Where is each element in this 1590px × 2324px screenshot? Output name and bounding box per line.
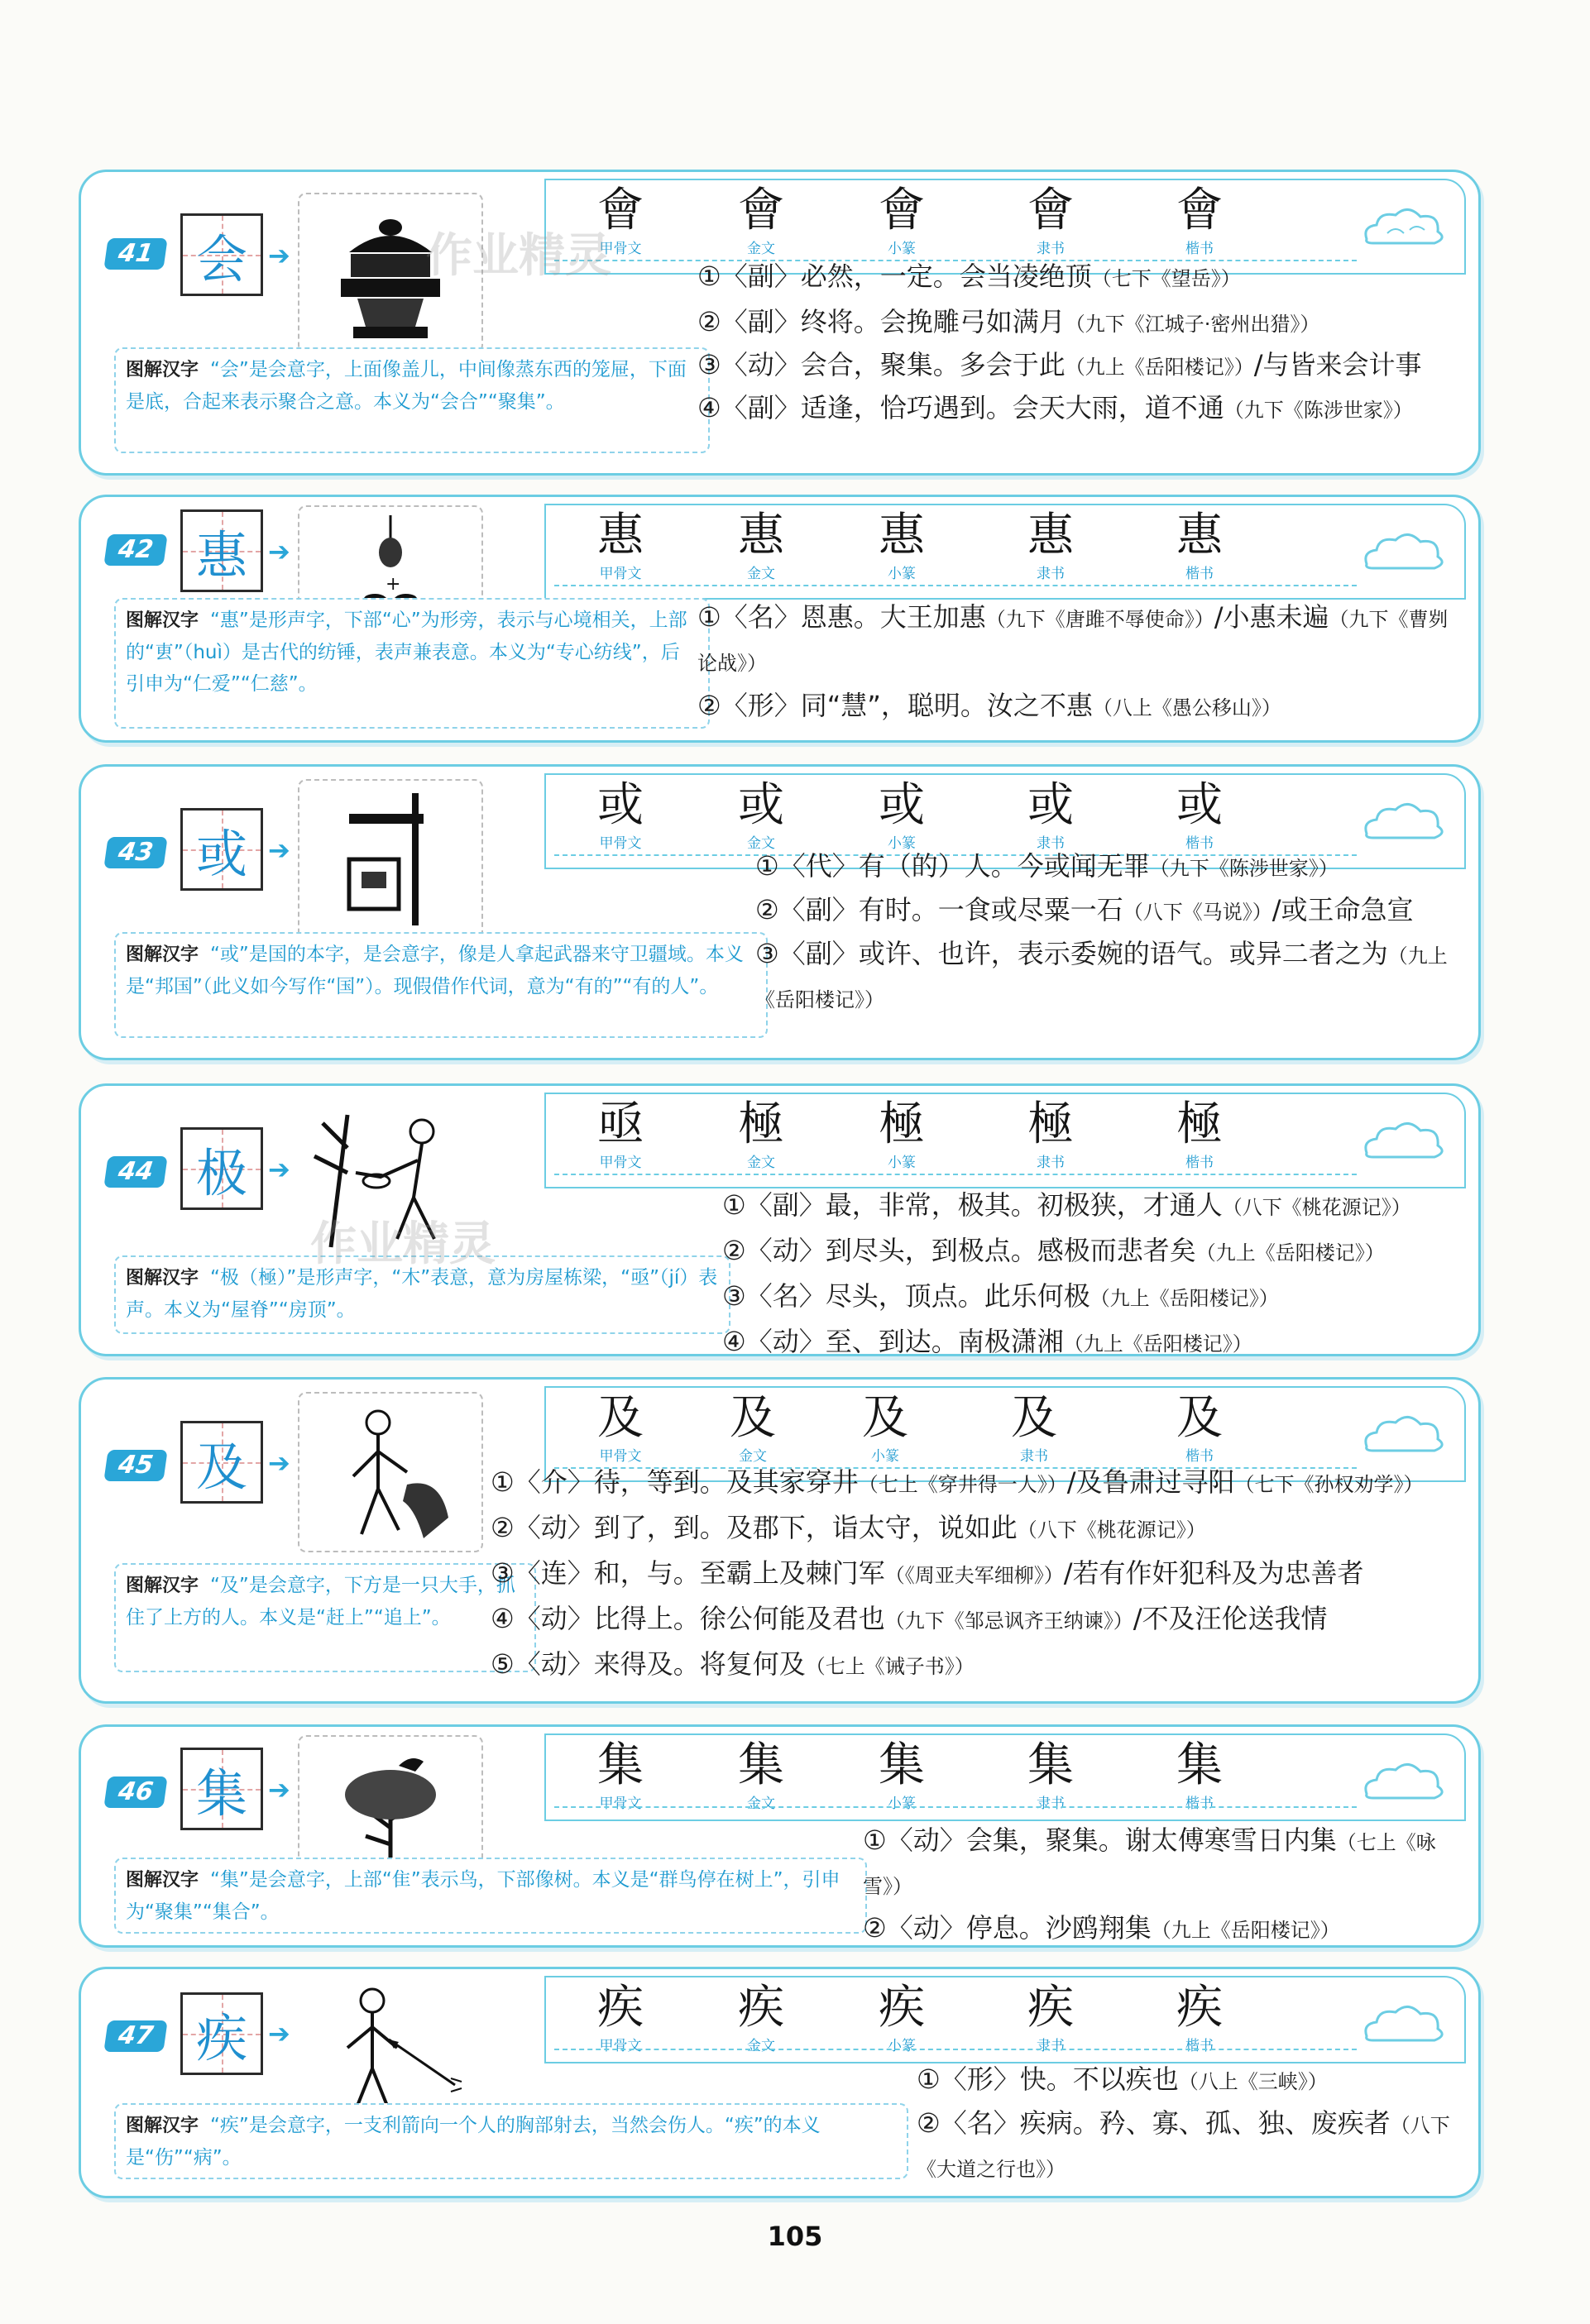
definition-4: ④〈副〉适逢，恰巧遇到。会天大雨，道不通（九下《陈涉世家》） xyxy=(697,392,1413,423)
explanation-text: “惠”是形声字，下部“心”为形旁，表示与心境相关，上部的“叀”（huì）是古代的纺锤，表声兼表意。本义为“专心纺线”，后引申为“仁爱”“仁慈”。 xyxy=(126,610,687,695)
explain-tag: 图解汉字 xyxy=(126,610,199,631)
glyph-bronze: 及 xyxy=(730,1391,776,1445)
explanation-box xyxy=(114,2103,908,2179)
label-seal: 小篆 xyxy=(888,2038,916,2054)
explanation-text: “及”是会意字，下方是一只大手，抓住了上方的人。本义是“赶上”“追上”。 xyxy=(126,1575,515,1628)
label-seal: 小篆 xyxy=(871,1448,899,1465)
explanation-text: “集”是会意字，上部“隹”表示鸟，下部像树。本义是“群鸟停在树上”，引申为“聚集”“集合”。 xyxy=(126,1869,840,1923)
definitions xyxy=(491,1461,1471,1688)
explain-tag: 图解汉字 xyxy=(126,360,199,380)
definition-1: ①〈代〉有（的）人。今或闻无罪（九下《陈涉世家》） xyxy=(755,850,1339,882)
definition-2: ②〈形〉同“慧”，聪明。汝之不惠（八上《愚公移山》） xyxy=(697,690,1281,721)
label-seal: 小篆 xyxy=(888,1796,916,1812)
definitions xyxy=(722,1184,1467,1365)
label-oracle: 甲骨文 xyxy=(599,241,642,257)
label-oracle: 甲骨文 xyxy=(599,1155,642,1171)
headword: 极 xyxy=(195,1142,247,1203)
definition-2: ②〈副〉终将。会挽雕弓如满月（九下《江城子·密州出猎》） xyxy=(697,306,1320,337)
label-clerical: 隶书 xyxy=(1037,241,1065,257)
explanation-text: “疾”是会意字，一支利箭向一个人的胸部射去，当然会伤人。“疾”的本义是“伤”“病”。 xyxy=(126,2115,821,2169)
arrow-right-icon: ➔ xyxy=(268,2018,290,2049)
explanation-box xyxy=(114,598,710,729)
glyph-bronze: 會 xyxy=(738,184,784,237)
glyph-bronze: 疾 xyxy=(738,1981,784,2035)
entry-card-41 xyxy=(79,170,1481,476)
definition-2: ②〈动〉停息。沙鸥翔集（九上《岳阳楼记》） xyxy=(863,1912,1340,1944)
explain-tag: 图解汉字 xyxy=(126,944,199,965)
glyph-oracle: 疾 xyxy=(597,1981,644,2035)
cloud-icon xyxy=(1358,527,1449,576)
explanation-text: “极（極）”是形声字，“木”表意，意为房屋栋梁，“亟”（jí）表声。本义为“屋脊”“房顶”。 xyxy=(126,1267,718,1321)
entry-number: 45 xyxy=(103,1450,167,1481)
entry-number: 42 xyxy=(103,534,167,566)
headword-box xyxy=(180,1992,263,2075)
label-regular: 楷书 xyxy=(1185,1796,1214,1812)
definition-4: ④〈动〉至、到达。南极潇湘（九上《岳阳楼记》） xyxy=(722,1326,1252,1357)
definition-1: ①〈动〉会集，聚集。谢太傅寒雪日内集（七上《咏雪》） xyxy=(863,1824,1436,1898)
weapon-guard-icon xyxy=(298,779,483,940)
entry-number: 44 xyxy=(103,1156,167,1188)
headword-box xyxy=(180,213,263,296)
explain-tag: 图解汉字 xyxy=(126,1870,199,1891)
bird-on-tree-icon xyxy=(298,1735,483,1875)
script-evolution-strip xyxy=(544,1976,1466,2063)
entry-card-46 xyxy=(79,1724,1481,1948)
label-bronze: 金文 xyxy=(747,1155,775,1171)
hand-catching-person-icon xyxy=(298,1392,483,1552)
label-regular: 楷书 xyxy=(1185,566,1214,582)
glyph-clerical: 或 xyxy=(1027,778,1074,832)
headword: 集 xyxy=(195,1762,247,1824)
entry-number: 46 xyxy=(103,1776,167,1808)
glyph-bronze: 極 xyxy=(738,1097,784,1151)
glyph-regular: 惠 xyxy=(1176,509,1223,562)
headword: 或 xyxy=(195,823,247,884)
definition-2: ②〈名〉疾病。矜、寡、孤、独、废疾者（八下《大道之行也》） xyxy=(917,2107,1450,2181)
label-bronze: 金文 xyxy=(747,1796,775,1812)
glyph-clerical: 疾 xyxy=(1027,1981,1074,2035)
definition-3: ③〈名〉尽头，顶点。此乐何极（九上《岳阳楼记》） xyxy=(722,1280,1279,1312)
headword: 惠 xyxy=(195,524,247,586)
glyph-oracle: 及 xyxy=(597,1391,644,1445)
entry-card-45 xyxy=(79,1377,1481,1704)
cloud-icon xyxy=(1358,1757,1449,1806)
cloud-icon xyxy=(1358,1999,1449,2049)
label-clerical: 隶书 xyxy=(1037,2038,1065,2054)
definitions xyxy=(697,255,1467,432)
glyph-seal: 會 xyxy=(879,184,925,237)
label-clerical: 隶书 xyxy=(1037,1155,1065,1171)
glyph-oracle: 集 xyxy=(597,1738,644,1792)
glyph-oracle: 亟 xyxy=(597,1097,644,1151)
definition-1: ①〈名〉恩惠。大王加惠（九下《唐雎不辱使命》）/小惠未遍（九下《曹刿论战》） xyxy=(697,601,1449,675)
entry-card-47 xyxy=(79,1967,1481,2198)
definitions xyxy=(755,845,1467,1021)
label-seal: 小篆 xyxy=(888,835,916,852)
glyph-clerical: 惠 xyxy=(1027,509,1074,562)
label-bronze: 金文 xyxy=(747,835,775,852)
definition-3: ③〈副〉或许、也许，表示委婉的语气。或异二者之为（九上《岳阳楼记》） xyxy=(755,938,1448,1011)
headword-box xyxy=(180,1127,263,1210)
arrow-right-icon: ➔ xyxy=(268,1154,290,1185)
headword-box xyxy=(180,1421,263,1504)
glyph-seal: 惠 xyxy=(879,509,925,562)
entry-number: 43 xyxy=(103,837,167,868)
label-clerical: 隶书 xyxy=(1037,835,1065,852)
label-oracle: 甲骨文 xyxy=(599,2038,642,2054)
explain-tag: 图解汉字 xyxy=(126,1576,199,1596)
watermark: 作业精灵 xyxy=(310,1217,496,1271)
headword-box xyxy=(180,509,263,592)
explain-tag: 图解汉字 xyxy=(126,1268,199,1289)
entry-number: 47 xyxy=(103,2020,167,2052)
label-seal: 小篆 xyxy=(888,1155,916,1171)
arrow-right-icon: ➔ xyxy=(268,536,290,567)
cloud-icon xyxy=(1358,1116,1449,1165)
label-seal: 小篆 xyxy=(888,566,916,582)
cloud-icon xyxy=(1358,202,1449,251)
headword-box xyxy=(180,808,263,891)
label-clerical: 隶书 xyxy=(1020,1448,1048,1465)
glyph-oracle: 或 xyxy=(597,778,644,832)
headword: 疾 xyxy=(195,2007,247,2068)
label-regular: 楷书 xyxy=(1185,835,1214,852)
cloud-icon xyxy=(1358,1409,1449,1459)
glyph-regular: 極 xyxy=(1176,1097,1223,1151)
glyph-seal: 極 xyxy=(879,1097,925,1151)
headword-box xyxy=(180,1748,263,1830)
definition-2: ②〈动〉到了，到。及郡下，诣太守，说如此（八下《桃花源记》） xyxy=(491,1512,1206,1543)
label-regular: 楷书 xyxy=(1185,1155,1214,1171)
entry-card-43 xyxy=(79,764,1481,1060)
glyph-regular: 集 xyxy=(1176,1738,1223,1792)
glyph-seal: 及 xyxy=(862,1391,908,1445)
definition-4: ④〈动〉比得上。徐公何能及君也（九下《邹忌讽齐王纳谏》）/不及汪伦送我情 xyxy=(491,1603,1328,1634)
cloud-icon xyxy=(1358,796,1449,846)
svg-text:+: + xyxy=(386,574,401,595)
glyph-seal: 疾 xyxy=(879,1981,925,2035)
explanation-box xyxy=(114,347,710,453)
label-oracle: 甲骨文 xyxy=(599,1448,642,1465)
definition-1: ①〈介〉待，等到。及其家穿井（七上《穿井得一人》）/及鲁肃过寻阳（七下《孙权劝学》） xyxy=(491,1466,1424,1498)
definition-2: ②〈动〉到尽头，到极点。感极而悲者矣（九上《岳阳楼记》） xyxy=(722,1235,1385,1266)
glyph-clerical: 及 xyxy=(1011,1391,1057,1445)
label-clerical: 隶书 xyxy=(1037,1796,1065,1812)
label-oracle: 甲骨文 xyxy=(599,1796,642,1812)
glyph-regular: 或 xyxy=(1176,778,1223,832)
glyph-oracle: 會 xyxy=(597,184,644,237)
definitions xyxy=(697,596,1467,729)
glyph-bronze: 或 xyxy=(738,778,784,832)
label-bronze: 金文 xyxy=(747,566,775,582)
explanation-box xyxy=(114,1563,536,1672)
entry-number: 41 xyxy=(103,238,167,270)
glyph-regular: 及 xyxy=(1176,1391,1223,1445)
label-oracle: 甲骨文 xyxy=(599,566,642,582)
definition-1: ①〈形〉快。不以疾也（八上《三峡》） xyxy=(917,2063,1328,2095)
label-bronze: 金文 xyxy=(747,2038,775,2054)
arrow-right-icon: ➔ xyxy=(268,240,290,271)
label-seal: 小篆 xyxy=(888,241,916,257)
script-evolution-strip xyxy=(544,1733,1466,1821)
watermark: 作业精灵 xyxy=(426,229,611,283)
label-regular: 楷书 xyxy=(1185,241,1214,257)
glyph-regular: 會 xyxy=(1176,184,1223,237)
explanation-text: “会”是会意字，上面像盖儿，中间像蒸东西的笼屉，下面是底，合起来表示聚合之意。本义为“会合”“聚集”。 xyxy=(126,359,687,413)
arrow-right-icon: ➔ xyxy=(268,1447,290,1479)
explain-tag: 图解汉字 xyxy=(126,2116,199,2136)
label-regular: 楷书 xyxy=(1185,1448,1214,1465)
script-evolution-strip xyxy=(544,504,1466,600)
label-oracle: 甲骨文 xyxy=(599,835,642,852)
arrow-right-icon: ➔ xyxy=(268,1774,290,1805)
label-bronze: 金文 xyxy=(747,241,775,257)
definitions xyxy=(917,2059,1467,2190)
definition-1: ①〈副〉最，非常，极其。初极狭，才通人（八下《桃花源记》） xyxy=(722,1189,1411,1221)
definition-1: ①〈副〉必然，一定。会当凌绝顶（七下《望岳》） xyxy=(697,261,1241,292)
entry-card-44 xyxy=(79,1083,1481,1356)
script-evolution-strip xyxy=(544,1093,1466,1188)
definition-2: ②〈副〉有时。一食或尽粟一石（八下《马说》）/或王命急宣 xyxy=(755,894,1414,925)
glyph-seal: 集 xyxy=(879,1738,925,1792)
glyph-clerical: 會 xyxy=(1027,184,1074,237)
explanation-text: “或”是国的本字，是会意字，像是人拿起武器来守卫疆域。本义是“邦国”（此义如今写作“国”）。现假借作代词，意为“有的”“有的人”。 xyxy=(126,944,744,997)
label-clerical: 隶书 xyxy=(1037,566,1065,582)
definition-5: ⑤〈动〉来得及。将复何及（七上《诫子书》） xyxy=(491,1648,975,1680)
page-number: 105 xyxy=(767,2221,823,2252)
label-bronze: 金文 xyxy=(739,1448,767,1465)
entry-card-42 xyxy=(79,495,1481,743)
glyph-clerical: 集 xyxy=(1027,1738,1074,1792)
explanation-box xyxy=(114,1858,867,1934)
glyph-bronze: 惠 xyxy=(738,509,784,562)
definition-3: ③〈连〉和，与。至霸上及棘门军（《周亚夫军细柳》）/若有作奸犯科及为忠善者 xyxy=(491,1557,1364,1589)
headword: 会 xyxy=(195,228,247,289)
glyph-seal: 或 xyxy=(879,778,925,832)
label-regular: 楷书 xyxy=(1185,2038,1214,2054)
glyph-oracle: 惠 xyxy=(597,509,644,562)
headword: 及 xyxy=(195,1436,247,1497)
arrow-right-icon: ➔ xyxy=(268,834,290,866)
explanation-box xyxy=(114,932,768,1038)
glyph-bronze: 集 xyxy=(738,1738,784,1792)
arrow-shot-person-icon xyxy=(298,1977,480,2118)
definition-3: ③〈动〉会合，聚集。多会于此（九上《岳阳楼记》）/与皆来会计事 xyxy=(697,349,1422,380)
definitions xyxy=(863,1820,1467,1951)
glyph-clerical: 極 xyxy=(1027,1097,1074,1151)
glyph-regular: 疾 xyxy=(1176,1981,1223,2035)
